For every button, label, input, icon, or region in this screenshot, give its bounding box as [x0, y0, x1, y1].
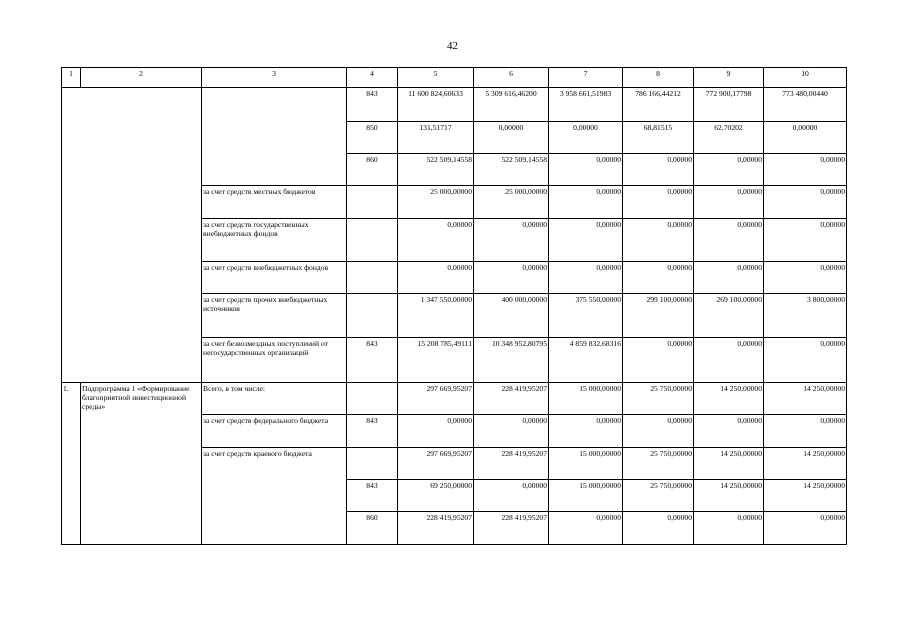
code-cell: 843: [347, 415, 398, 448]
value-cell: 0,00000: [694, 512, 764, 545]
table-row: [62, 88, 847, 122]
row-number: 1.: [62, 383, 81, 545]
value-cell: 0,00000: [623, 219, 694, 262]
value-cell: 269 100,00000: [694, 294, 764, 338]
value-cell: 522 509,14558: [398, 154, 474, 186]
value-cell: 228 419,95207: [474, 512, 549, 545]
value-cell: 0,00000: [764, 338, 847, 383]
value-cell: 228 419,95207: [398, 512, 474, 545]
value-cell: 0,00000: [549, 219, 623, 262]
value-cell: 0,00000: [694, 338, 764, 383]
header-cell: 4: [347, 68, 398, 88]
value-cell: 0,00000: [764, 186, 847, 219]
source-label: за счет безвозмездных поступлений от негосударственных организаций: [202, 338, 347, 383]
value-cell: 14 250,00000: [764, 448, 847, 480]
value-cell: 25 000,00000: [398, 186, 474, 219]
value-cell: 0,00000: [623, 154, 694, 186]
value-cell: 131,51717: [398, 122, 474, 154]
value-cell: 3 958 661,51983: [549, 88, 623, 122]
value-cell: 14 250,00000: [694, 448, 764, 480]
value-cell: 0,00000: [623, 512, 694, 545]
value-cell: 0,00000: [398, 262, 474, 294]
source-label: за счет средств государственных внебюджетных фондов: [202, 219, 347, 262]
value-cell: 14 250,00000: [694, 383, 764, 415]
value-cell: 15 000,00000: [549, 448, 623, 480]
value-cell: 0,00000: [623, 186, 694, 219]
value-cell: 0,00000: [549, 512, 623, 545]
value-cell: 786 166,44212: [623, 88, 694, 122]
value-cell: 0,00000: [764, 415, 847, 448]
value-cell: 0,00000: [694, 415, 764, 448]
value-cell: 3 800,00000: [764, 294, 847, 338]
value-cell: 11 600 824,60633: [398, 88, 474, 122]
value-cell: 68,81515: [623, 122, 694, 154]
code-cell: [347, 262, 398, 294]
value-cell: 0,00000: [474, 415, 549, 448]
value-cell: 14 250,00000: [694, 480, 764, 512]
value-cell: 0,00000: [764, 122, 847, 154]
source-label: Всего, в том числе:: [202, 383, 347, 415]
value-cell: 25 750,00000: [623, 448, 694, 480]
page-number: 42: [447, 40, 458, 52]
value-cell: 10 348 952,80795: [474, 338, 549, 383]
code-cell: 860: [347, 154, 398, 186]
code-cell: 843: [347, 88, 398, 122]
value-cell: 0,00000: [694, 186, 764, 219]
code-cell: 843: [347, 338, 398, 383]
value-cell: 522 509,14558: [474, 154, 549, 186]
value-cell: 0,00000: [398, 415, 474, 448]
value-cell: 0,00000: [474, 480, 549, 512]
code-cell: [347, 448, 398, 480]
value-cell: 15 000,00000: [549, 383, 623, 415]
value-cell: 0,00000: [549, 262, 623, 294]
value-cell: 0,00000: [474, 122, 549, 154]
value-cell: 0,00000: [764, 262, 847, 294]
value-cell: 15 208 785,49111: [398, 338, 474, 383]
code-cell: 850: [347, 122, 398, 154]
empty-label-cell: [202, 88, 347, 186]
code-cell: [347, 219, 398, 262]
value-cell: 400 000,00000: [474, 294, 549, 338]
value-cell: 0,00000: [549, 186, 623, 219]
value-cell: 5 309 616,46200: [474, 88, 549, 122]
code-cell: [347, 294, 398, 338]
value-cell: 14 250,00000: [764, 480, 847, 512]
value-cell: 0,00000: [549, 122, 623, 154]
value-cell: 297 669,95207: [398, 383, 474, 415]
value-cell: 62,70202: [694, 122, 764, 154]
value-cell: 0,00000: [474, 262, 549, 294]
header-cell: 5: [398, 68, 474, 88]
value-cell: 0,00000: [764, 154, 847, 186]
header-cell: 3: [202, 68, 347, 88]
budget-table: [61, 67, 847, 545]
value-cell: 0,00000: [474, 219, 549, 262]
value-cell: 228 419,95207: [474, 448, 549, 480]
value-cell: 0,00000: [549, 415, 623, 448]
value-cell: 1 347 550,00000: [398, 294, 474, 338]
value-cell: 15 000,00000: [549, 480, 623, 512]
value-cell: 0,00000: [694, 154, 764, 186]
value-cell: 772 900,17798: [694, 88, 764, 122]
subprogram-name: Подпрограмма 1 «Формирование благоприятной инвестиционной среды»: [81, 383, 202, 545]
value-cell: 25 750,00000: [623, 383, 694, 415]
code-cell: 843: [347, 480, 398, 512]
value-cell: 69 250,00000: [398, 480, 474, 512]
value-cell: 228 419,95207: [474, 383, 549, 415]
value-cell: 297 669,95207: [398, 448, 474, 480]
value-cell: 0,00000: [694, 219, 764, 262]
source-label: за счет средств федерального бюджета: [202, 415, 347, 448]
value-cell: 375 550,00000: [549, 294, 623, 338]
header-cell: 6: [474, 68, 549, 88]
value-cell: 0,00000: [694, 262, 764, 294]
code-cell: 860: [347, 512, 398, 545]
value-cell: 4 859 832,68316: [549, 338, 623, 383]
source-label: за счет средств прочих внебюджетных источников: [202, 294, 347, 338]
value-cell: 0,00000: [764, 219, 847, 262]
code-cell: [347, 186, 398, 219]
header-cell: 8: [623, 68, 694, 88]
source-label: за счет средств внебюджетных фондов: [202, 262, 347, 294]
value-cell: 0,00000: [549, 154, 623, 186]
header-cell: 9: [694, 68, 764, 88]
header-cell: 1: [62, 68, 81, 88]
header-cell: 7: [549, 68, 623, 88]
source-label: за счет средств краевого бюджета: [202, 448, 347, 545]
value-cell: 25 750,00000: [623, 480, 694, 512]
empty-merged-cell: [62, 88, 202, 383]
header-row: [62, 68, 847, 88]
value-cell: 25 000,00000: [474, 186, 549, 219]
value-cell: 299 100,00000: [623, 294, 694, 338]
value-cell: 0,00000: [764, 512, 847, 545]
source-label: за счет средств местных бюджетов: [202, 186, 347, 219]
code-cell: [347, 383, 398, 415]
value-cell: 0,00000: [623, 338, 694, 383]
header-cell: 2: [81, 68, 202, 88]
value-cell: 0,00000: [623, 262, 694, 294]
value-cell: 773 480,00440: [764, 88, 847, 122]
table-row: [62, 383, 847, 415]
value-cell: 0,00000: [398, 219, 474, 262]
value-cell: 14 250,00000: [764, 383, 847, 415]
value-cell: 0,00000: [623, 415, 694, 448]
header-cell: 10: [764, 68, 847, 88]
